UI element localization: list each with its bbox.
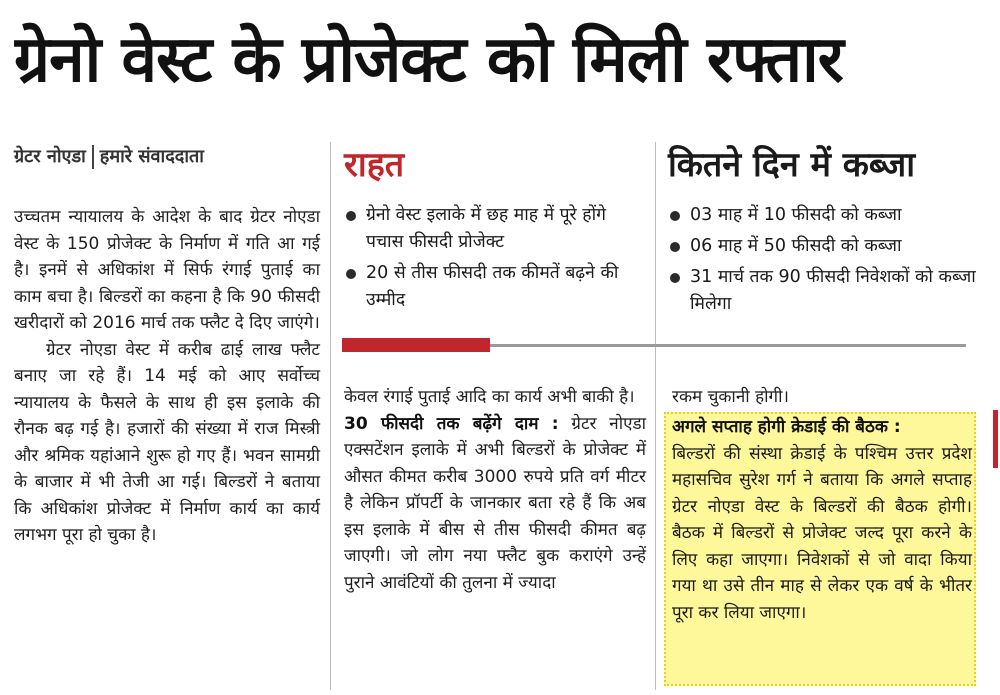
bullet-dot-icon: [346, 269, 356, 279]
byline-separator: [92, 145, 94, 169]
subheading-credai-meeting: अगले सप्ताह होगी क्रेडाई की बैठक :: [672, 417, 901, 437]
article-paragraph: उच्चतम न्यायालय के आदेश के बाद ग्रेटर नोएडा वेस्ट के 150 प्रोजेक्ट के निर्माण में गति आ गई है। इनमें से अधिकांश में सिर्फ रंगाई पुताई का काम बचा है। बिल्डरों का कहना है कि 90 फीसदी खरीदारों को 2016 मार्च तक फ्लैट दे दिए जाएंगे।: [14, 207, 320, 333]
bullet-dot-icon: [670, 211, 680, 221]
kabja-heading: कितने दिन में कब्जा: [668, 145, 916, 185]
list-item: 20 से तीस फीसदी तक कीमतें बढ़ने की उम्मीद: [342, 260, 642, 314]
kabja-bullet-list: [666, 202, 976, 322]
list-item: 06 माह में 50 फीसदी को कब्जा: [666, 233, 976, 260]
article-paragraph: 30 फीसदी तक बढ़ेंगे दाम : ग्रेटर नोएडा एक्सटेंशन इलाके में अभी बिल्डरों के प्रोजेक्ट में औसत कीमत करीब 3000 रुपये प्रति वर्ग मीटर है लेकिन प्रॉपर्टी के जानकार बता रहे हैं कि अब इस इलाके में बीस से तीस फीसदी कीमत बढ़ जाएगी। जो लोग नया फ्लैट बुक कराएंगे उन्हें पुराने आवंटियों की तुलना में ज्यादा: [344, 413, 647, 593]
article-column-2: [344, 384, 646, 596]
column-rule-2: [655, 142, 656, 690]
column-rule-1: [330, 142, 331, 690]
bullet-dot-icon: [346, 211, 356, 221]
list-item: ग्रेनो वेस्ट इलाके में छह माह में पूरे होंगे पचास फीसदी प्रोजेक्ट: [342, 202, 642, 256]
list-item: 03 माह में 10 फीसदी को कब्जा: [666, 202, 976, 229]
article-paragraph: ग्रेटर नोएडा वेस्ट में करीब ढाई लाख फ्लैट बनाए जा रहे हैं। 14 मई को आए सर्वोच्च न्यायालय के फैसले के साथ ही इस इलाके की रौनक बढ़ गई है। हजारों की संख्या में राज मिस्त्री और श्रमिक यहांआने शुरू हो गए हैं। भवन सामग्री के बाजार में भी तेजी आ गई। बिल्डरों ने बताया कि अधिकांश प्रोजेक्ट में निर्माण कार्य का कार्य लगभग पूरा हो चुका है।: [14, 339, 320, 545]
subheading-price-rise: 30 फीसदी तक बढ़ेंगे दाम :: [344, 413, 559, 434]
headline: ग्रेनो वेस्ट के प्रोजेक्ट को मिली रफ्तार: [14, 23, 843, 97]
section-divider: [490, 344, 966, 347]
rahat-bullet-list: [342, 202, 642, 318]
article-column-1: [14, 204, 320, 549]
article-paragraph: बिल्डरों की संस्था क्रेडाई के पश्चिम उत्तर प्रदेश महासचिव सुरेश गर्ग ने बताया कि अगले सप्ताह ग्रेटर नोएडा वेस्ट के बिल्डरों की बैठक होगी। बैठक में बिल्डरों से प्रोजेक्ट जल्द पूरा करने के लिए कहा जाएगा। निवेशकों से जो वादा किया गया था उसे तीन माह से लेकर एक वर्ष के भीतर पूरा कर लिया जाएगा।: [672, 443, 972, 623]
list-item: 31 मार्च तक 90 फीसदी निवेशकों को कब्जा मिलेगा: [666, 264, 976, 318]
edge-accent-bar: [993, 410, 998, 468]
article-paragraph: केवल रंगाई पुताई आदि का कार्य अभी बाकी है।: [344, 387, 635, 407]
bullet-dot-icon: [670, 273, 680, 283]
dateline-place: ग्रेटर नोएडा: [14, 146, 86, 167]
article-column-3-lead: [672, 384, 972, 411]
section-accent-bar: [342, 338, 490, 352]
highlighted-text: [672, 414, 972, 626]
bullet-dot-icon: [670, 242, 680, 252]
rahat-heading: राहत: [344, 145, 405, 185]
article-paragraph: रकम चुकानी होगी।: [672, 387, 789, 407]
reporter-credit: हमारे संवाददाता: [99, 146, 204, 167]
byline: [14, 140, 204, 174]
